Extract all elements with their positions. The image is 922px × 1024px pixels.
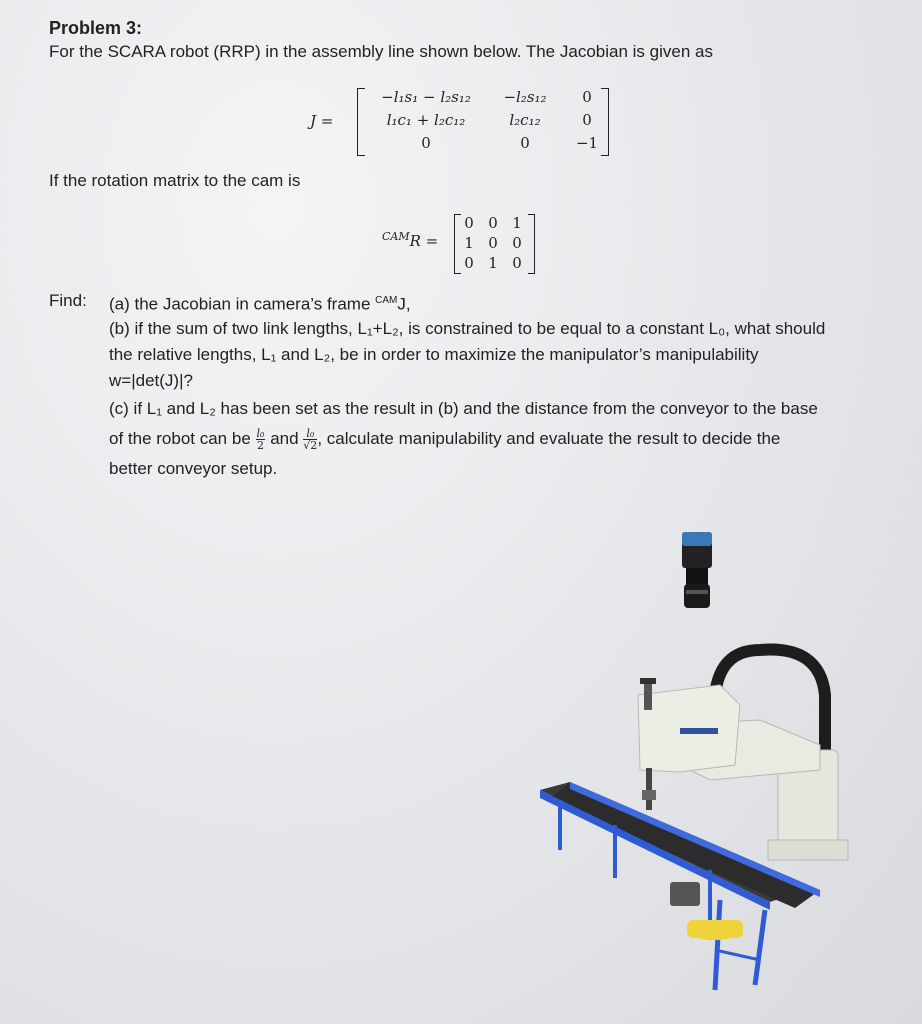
question-a-superscript: CAM xyxy=(375,295,398,306)
rotation-cell: 1 xyxy=(464,234,474,252)
problem-intro: For the SCARA robot (RRP) in the assembly line shown below. The Jacobian is given as xyxy=(49,42,713,61)
rotation-cell: 0 xyxy=(488,234,498,252)
question-b-line1: (b) if the sum of two link lengths, L₁+L₂, is constrained to be equal to a constant L₀, what should xyxy=(109,319,826,338)
rotation-cell: 0 xyxy=(512,234,522,252)
problem-heading: Problem 3: xyxy=(49,18,143,38)
rotation-cell: 0 xyxy=(464,254,474,272)
jacobian-equation xyxy=(310,86,615,158)
question-a-text: (a) the Jacobian in camera’s frame xyxy=(109,294,376,314)
question-c-line3: better conveyor setup. xyxy=(109,459,278,478)
jacobian-cell: −l₁s₁ − l₂s₁₂ xyxy=(381,88,471,106)
rotation-label-main: R = xyxy=(409,232,439,250)
question-c-line2 xyxy=(109,424,780,454)
question-a-end: J, xyxy=(397,294,411,314)
question-c-line1: (c) if L₁ and L₂ has been set as the result in (b) and the distance from the conveyor to the base xyxy=(109,399,818,418)
jacobian-cell: l₂c₁₂ xyxy=(509,111,541,129)
question-b-line2: the relative lengths, L₁ and L₂, be in order to maximize the manipulator’s manipulability xyxy=(109,345,759,364)
robot-illustration xyxy=(520,520,920,1010)
rotation-equation xyxy=(382,212,552,276)
fraction-l0-over-2 xyxy=(256,428,266,451)
question-c-end: , calculate manipulability and evaluate the result to decide the xyxy=(317,429,781,448)
fraction-numerator: l₀ xyxy=(256,427,265,441)
rotation-label-superscript: CAM xyxy=(382,230,410,243)
jacobian-cell: −1 xyxy=(575,134,599,152)
question-b-line3: w=|det(J)|? xyxy=(109,371,193,390)
rotation-cell: 1 xyxy=(512,214,522,232)
question-c-start: of the robot can be xyxy=(109,429,251,448)
jacobian-cell: l₁c₁ + l₂c₁₂ xyxy=(386,111,466,129)
rotation-label xyxy=(382,230,438,250)
question-c-and: and xyxy=(270,429,299,448)
question-a xyxy=(109,290,411,316)
jacobian-cell: 0 xyxy=(520,134,530,152)
rotation-cell: 0 xyxy=(464,214,474,232)
rotation-cell: 1 xyxy=(488,254,498,272)
rotation-cell: 0 xyxy=(512,254,522,272)
rotation-intro: If the rotation matrix to the cam is xyxy=(49,171,301,190)
rotation-cell: 0 xyxy=(488,214,498,232)
jacobian-cell: −l₂s₁₂ xyxy=(503,88,547,106)
jacobian-right-bracket xyxy=(601,88,609,156)
jacobian-cell: 0 xyxy=(421,134,431,152)
rotation-right-bracket xyxy=(528,214,535,274)
fraction-l0-over-root2 xyxy=(303,428,317,451)
fraction-denominator: √2 xyxy=(303,439,318,453)
fraction-numerator: l₀ xyxy=(303,428,317,440)
find-label: Find: xyxy=(49,291,87,310)
jacobian-label: J = xyxy=(310,112,334,130)
camera-icon xyxy=(682,532,712,608)
jacobian-cell: 0 xyxy=(582,88,592,106)
jacobian-cell: 0 xyxy=(582,111,592,129)
fraction-denominator: 2 xyxy=(256,439,264,453)
